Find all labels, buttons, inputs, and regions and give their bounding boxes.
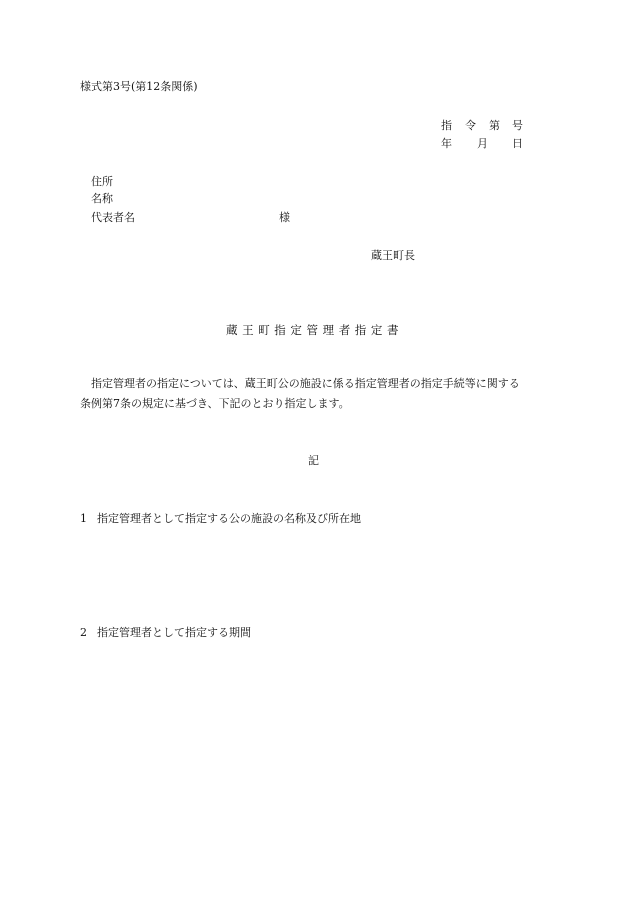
order-char-1: 指 <box>441 119 452 132</box>
list-item <box>80 626 251 640</box>
date-year: 年 <box>441 137 452 150</box>
list-item-text: 指定管理者として指定する期間 <box>97 626 251 639</box>
order-char-4: 号 <box>512 119 523 132</box>
honorific: 様 <box>279 211 290 224</box>
list-item-number: 2 <box>80 626 87 639</box>
document-title: 蔵王町指定管理者指定書 <box>226 323 404 337</box>
body-text-line-2: 条例第7条の規定に基づき、下記のとおり指定します。 <box>80 397 350 410</box>
list-item-text: 指定管理者として指定する公の施設の名称及び所在地 <box>97 512 361 525</box>
date-month: 月 <box>477 137 488 150</box>
form-number: 様式第3号(第12条関係) <box>80 80 198 93</box>
address-label: 住所 <box>91 175 113 188</box>
list-item-number: 1 <box>80 512 87 525</box>
order-char-3: 第 <box>489 119 500 132</box>
representative-label: 代表者名 <box>91 211 135 224</box>
issuer: 蔵王町長 <box>371 249 415 262</box>
date-day: 日 <box>512 137 523 150</box>
order-char-2: 令 <box>465 119 476 132</box>
name-label: 名称 <box>91 192 113 205</box>
list-item <box>80 512 361 526</box>
ki-heading: 記 <box>308 454 319 467</box>
body-text-line-1: 指定管理者の指定については、蔵王町公の施設に係る指定管理者の指定手続等に関する <box>91 377 520 390</box>
